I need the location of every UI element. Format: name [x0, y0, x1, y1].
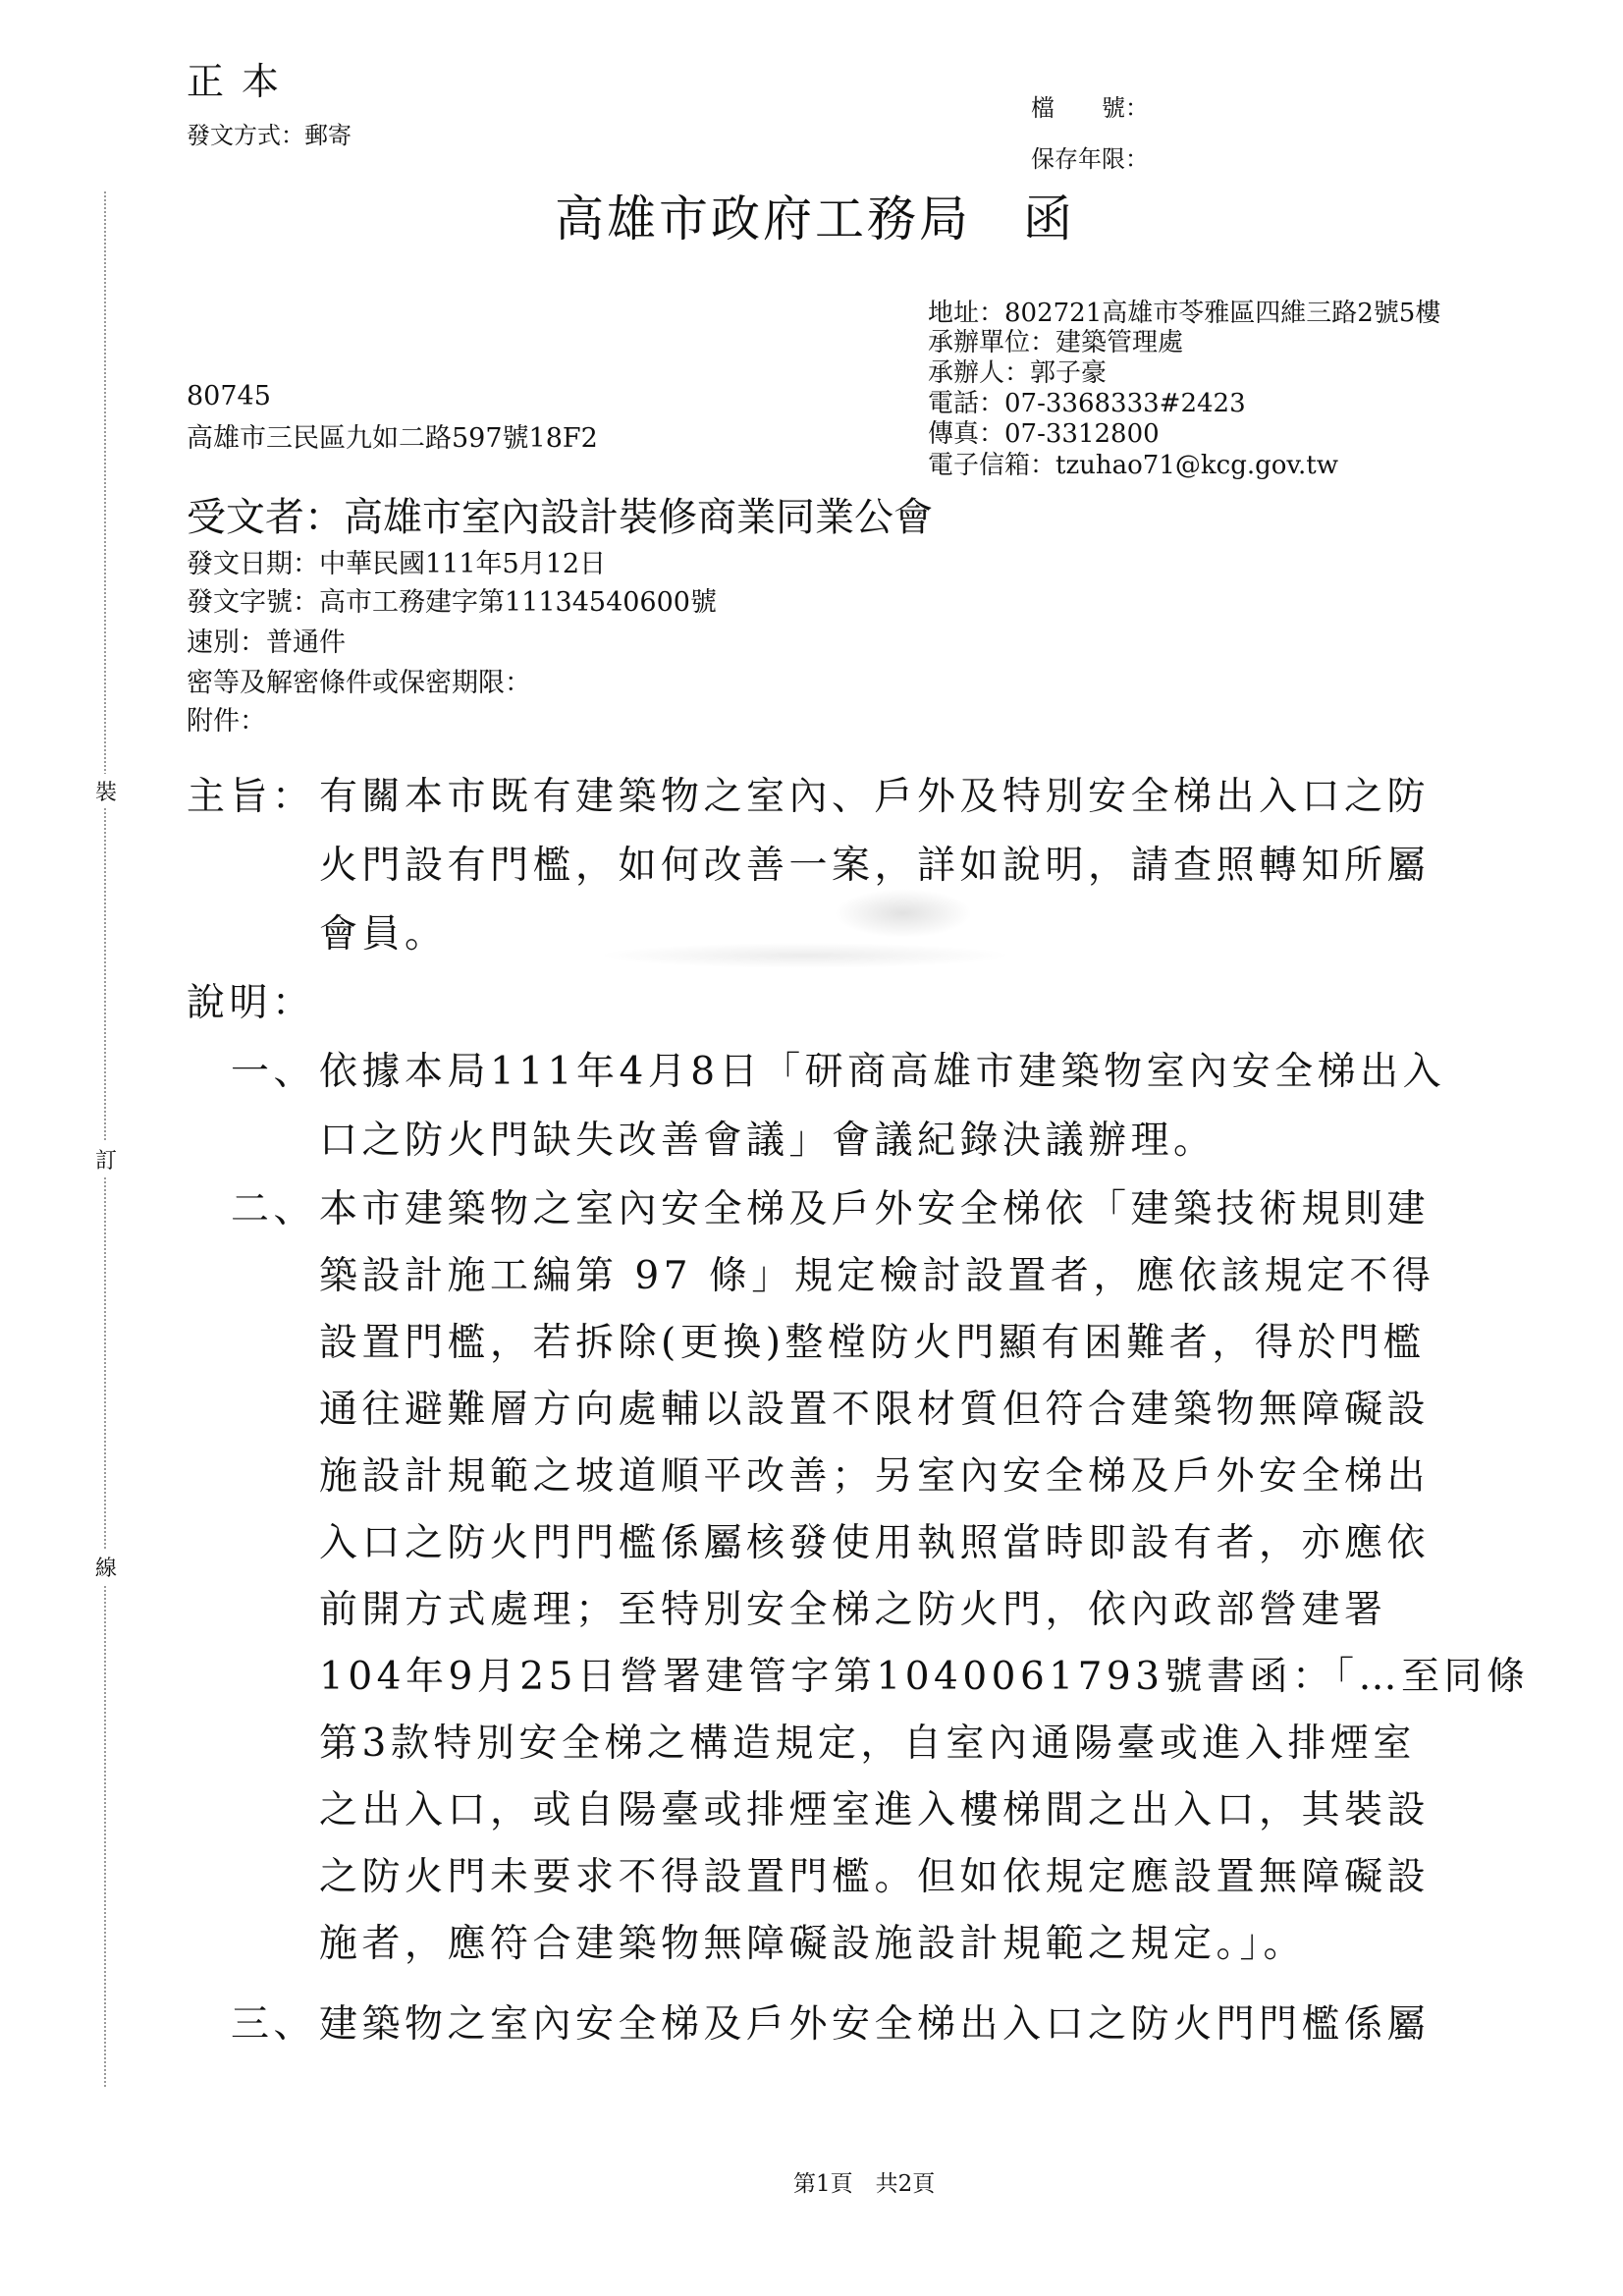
handling-unit: 承辦單位：建築管理處	[928, 328, 1184, 357]
phone-number: 電話：07-3368333#2423	[928, 389, 1246, 418]
handler-name: 承辦人：郭子豪	[928, 358, 1108, 388]
subject-label: 主旨：	[187, 775, 315, 819]
item-line: 通往避難層方向處輔以設置不限材質但符合建築物無障礙設	[319, 1388, 1431, 1432]
attachments: 附件：	[187, 706, 266, 737]
stamp-smudge	[599, 943, 1011, 968]
item-line: 依據本局111年4月8日「研商高雄市建築物室內安全梯出入	[319, 1050, 1446, 1094]
item-line: 施設計規範之坡道順平改善；另室內安全梯及戶外安全梯出	[319, 1454, 1431, 1499]
send-method: 發文方式：郵寄	[187, 122, 352, 149]
item-line: 第3款特別安全梯之構造規定，自室內通陽臺或進入排煙室	[319, 1722, 1416, 1766]
delivery-speed: 速別：普通件	[187, 628, 346, 658]
binding-margin-line	[104, 191, 106, 2087]
item-line: 口之防火門缺失改善會議」會議紀錄決議辦理。	[319, 1119, 1217, 1163]
issue-date: 發文日期：中華民國111年5月12日	[187, 549, 607, 579]
item-line: 施者，應符合建築物無障礙設施設計規範之規定。」。	[319, 1922, 1307, 1966]
item-line: 前開方式處理；至特別安全梯之防火門，依內政部營建署	[319, 1588, 1387, 1632]
recipient-line: 受文者：高雄市室內設計裝修商業同業公會	[187, 495, 933, 540]
item-line: 之出入口，或自陽臺或排煙室進入樓梯間之出入口，其裝設	[319, 1788, 1431, 1832]
subject-line: 會員。	[319, 912, 448, 957]
binding-mark-zhuang: 裝	[95, 774, 117, 808]
item-line: 之防火門未要求不得設置門檻。但如依規定應設置無障礙設	[319, 1855, 1431, 1899]
recipient-address: 高雄市三民區九如二路597號18F2	[187, 423, 598, 454]
subject-line: 有關本市既有建築物之室內、戶外及特別安全梯出入口之防	[319, 775, 1431, 819]
explanation-label: 說明：	[187, 981, 315, 1025]
item-number: 二、	[231, 1187, 317, 1231]
recipient-postal-code: 80745	[187, 381, 271, 411]
item-line: 本市建築物之室內安全梯及戶外安全梯依「建築技術規則建	[319, 1187, 1431, 1231]
item-line: 建築物之室內安全梯及戶外安全梯出入口之防火門門檻係屬	[319, 2002, 1431, 2047]
retention-period-label: 保存年限：	[1031, 145, 1149, 173]
item-number: 一、	[231, 1050, 317, 1094]
sender-address: 地址：802721高雄市苓雅區四維三路2號5樓	[928, 299, 1441, 328]
subject-line: 火門設有門檻，如何改善一案，詳如說明，請查照轉知所屬	[319, 844, 1431, 888]
file-number-label: 檔 號：	[1031, 94, 1149, 122]
document-title: 高雄市政府工務局 函	[555, 191, 1075, 247]
confidentiality: 密等及解密條件或保密期限：	[187, 668, 531, 698]
item-line: 築設計施工編第 97 條」規定檢討設置者，應依該規定不得	[319, 1254, 1435, 1298]
copy-mark: 正本	[187, 60, 298, 103]
binding-mark-xian: 線	[95, 1550, 117, 1584]
email-address: 電子信箱：tzuhao71@kcg.gov.tw	[928, 451, 1338, 480]
item-number: 三、	[231, 2002, 317, 2047]
item-line: 設置門檻，若拆除(更換)整樘防火門顯有困難者，得於門檻	[319, 1321, 1426, 1365]
fax-number: 傳真：07-3312800	[928, 419, 1160, 449]
binding-mark-ding: 訂	[95, 1142, 117, 1176]
item-line: 入口之防火門門檻係屬核發使用執照當時即設有者，亦應依	[319, 1521, 1431, 1565]
document-number: 發文字號：高市工務建字第11134540600號	[187, 587, 717, 618]
stamp-smudge	[835, 889, 972, 938]
item-line: 104年9月25日營署建管字第1040061793號書函：「…至同條	[319, 1655, 1530, 1699]
page-number: 第1頁 共2頁	[793, 2171, 936, 2197]
